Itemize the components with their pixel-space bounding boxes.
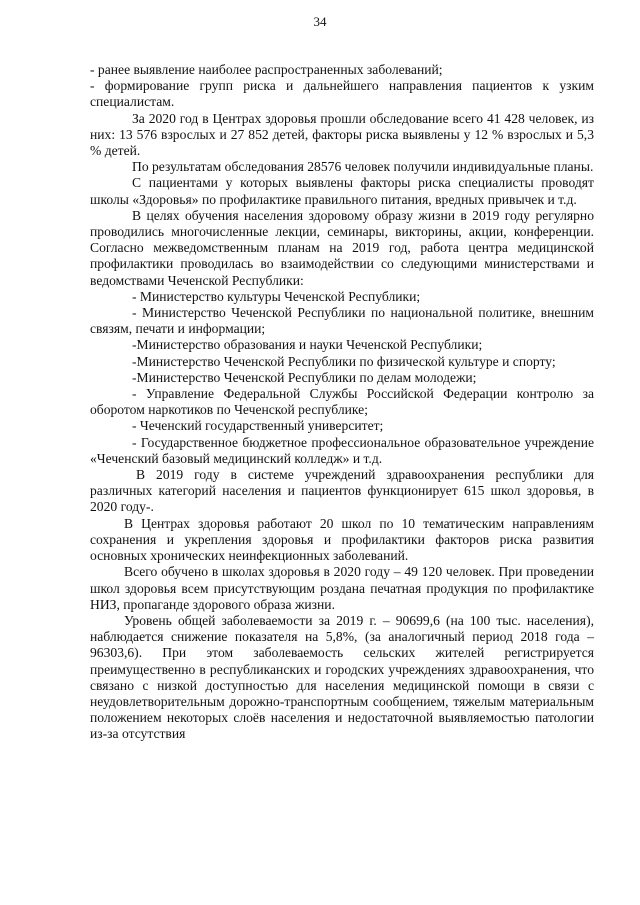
list-item-ministry-culture: - Министерство культуры Чеченской Республики;	[132, 288, 421, 304]
list-item-ministry-sport: -Министерство Чеченской Республики по физической культуре и спорту;	[132, 353, 556, 369]
list-item-drug-control: - Управление Федеральной Службы Российской Федерации контролю за оборотом наркотиков по Чеченской республике;	[90, 386, 594, 418]
paragraph-survey-2020: За 2020 год в Центрах здоровья прошли обследование всего 41 428 человек, из них: 13 576 взрослых и 27 852 детей, факторы риска выявлены у 12 % взрослых и 5,3 % детей.	[90, 110, 594, 159]
paragraph-schools-directions: В Центрах здоровья работают 20 школ по 10 тематическим направлениям сохранения и укрепления здоровья и профилактики факторов риска развития основных хронических неинфекционных заболеваний.	[90, 515, 594, 564]
paragraph-individual-plans: По результатам обследования 28576 человек получили индивидуальные планы.	[132, 159, 594, 175]
document-body	[90, 62, 594, 743]
list-item-ministry-education: -Министерство образования и науки Чеченской Республики;	[132, 337, 483, 353]
list-item-ministry-youth: -Министерство Чеченской Республики по делам молодежи;	[132, 369, 477, 385]
list-item-medical-college: - Государственное бюджетное профессиональное образовательное учреждение «Чеченский базовый медицинский колледж» и т.д.	[90, 434, 594, 466]
paragraph-bullet-early-detection: - ранее выявление наиболее распространенных заболеваний;	[90, 62, 443, 77]
paragraph-schools-count: В 2019 году в системе учреждений здравоохранения республики для различных категорий населения и пациентов функционирует 615 школ здоровья, в 2020 году-.	[90, 467, 594, 515]
list-item-ministry-national-policy: - Министерство Чеченской Республики по национальной политике, внешним связям, печати и информации;	[90, 305, 594, 337]
paragraph-education-2019: В целях обучения населения здоровому образу жизни в 2019 году регулярно проводились многочисленные лекции, семинары, викторины, акции, конференции. Согласно межведомственным планам на 2019 год, работа центра медицинской профилактики проводилась во взаимодействии со следующими министерствами и ведомствами Чеченской Республики:	[90, 207, 594, 288]
page-number: 34	[313, 14, 327, 29]
paragraph-bullet-risk-groups: - формирование групп риска и дальнейшего направления пациентов к узким специалистам.	[90, 78, 594, 110]
paragraph-morbidity-level: Уровень общей заболеваемости за 2019 г. – 90699,6 (на 100 тыс. населения), наблюдается снижение показателя на 5,8%, (за аналогичный период 2018 года – 96303,6). При этом заболеваемость сельских жителей регистрируется преимущественно в республиканских и городских учреждениях здравоохранения, что связано с низкой доступностью для населения медицинской помощи в связи с неудовлетворительным дорожно-транспортным сообщением, тяжелым материальным положением некоторых слоёв населения и недостаточной выявляемостью патологии из-за отсутствия	[90, 612, 594, 742]
paragraph-trained-2020: Всего обучено в школах здоровья в 2020 году – 49 120 человек. При проведении школ здоровья всем присутствующим роздана печатная продукция по профилактике НИЗ, пропаганде здорового образа жизни.	[90, 564, 594, 612]
list-item-university: - Чеченский государственный университет;	[132, 418, 384, 434]
paragraph-health-schools: С пациентами у которых выявлены факторы риска специалисты проводят школы «Здоровья» по профилактике правильного питания, вредных привычек и т.д.	[90, 175, 594, 207]
